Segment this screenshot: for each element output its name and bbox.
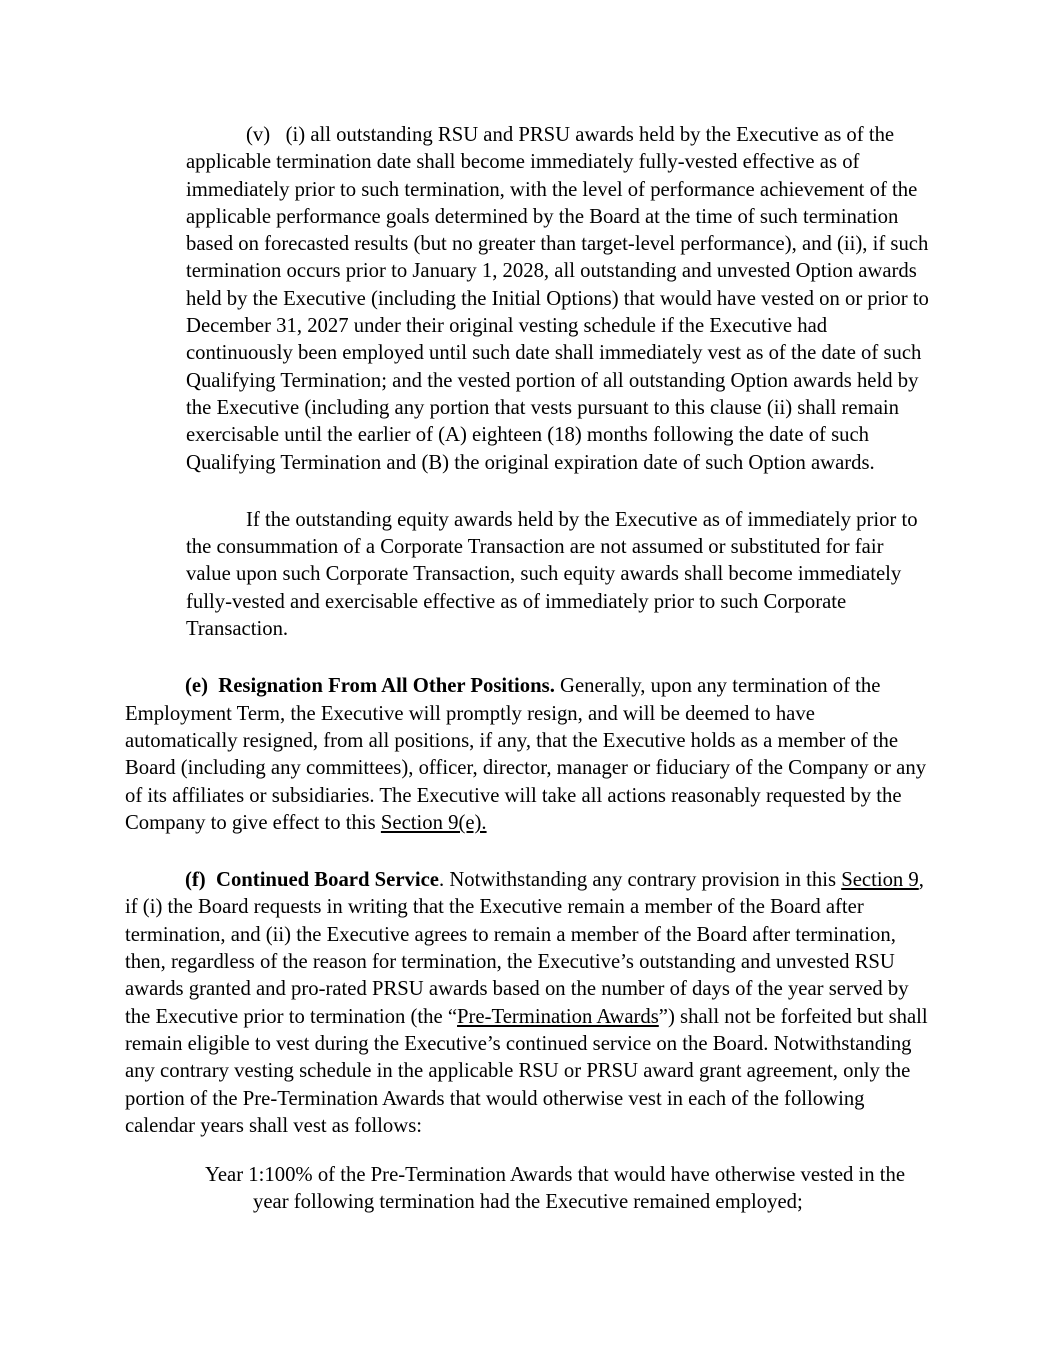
text-run: . Notwithstanding any contrary provision in this (438, 869, 842, 892)
text-run: Section 9 (841, 869, 919, 892)
paragraph-clause-v (186, 122, 930, 477)
text-run: Year 1:100% of the Pre-Termination Awards that would have otherwise vested in the year following termination had the Executive remained employed; (205, 1164, 906, 1214)
paragraph-year-1-item (205, 1162, 930, 1217)
paragraph-section-f-continued-board-service (125, 867, 930, 1140)
text-run: (f) Continued Board Service (185, 869, 439, 892)
paragraph-section-e-resignation (125, 673, 930, 837)
text-run: Pre-Termination Awards (457, 1005, 659, 1028)
text-run: Section 9(e). (380, 811, 487, 834)
text-run: , if (i) the Board requests in writing that the Executive remain a member of the Board after termination, and (ii) the Executive agrees to remain a member of the Board after termination, then, regardless of the reason for termination, the Executive’s outstanding and unvested RSU awards granted and pro-rated PRSU awards based on the number of days of the year served by the Executive prior to termination (the “ (125, 869, 924, 1028)
paragraph-corporate-transaction (186, 507, 930, 643)
text-run: (v) (i) all outstanding RSU and PRSU awards held by the Executive as of the applicable termination date shall become immediately fully-vested effective as of immediately prior to such termination, with the level of performance achievement of the applicable performance goals determined by the Board at the time of such termination based on forecasted results (but no greater than target-level performance), and (ii), if such termination occurs prior to January 1, 2028, all outstanding and unvested Option awards held by the Executive (including the Initial Options) that would have vested on or prior to December 31, 2027 under their original vesting schedule if the Executive had continuously been employed until such date shall immediately vest as of the date of such Qualifying Termination; and the vested portion of all outstanding Option awards held by the Executive (including any portion that vests pursuant to this clause (ii) shall remain exercisable until the earlier of (A) eighteen (18) months following the date of such Qualifying Termination and (B) the original expiration date of such Option awards. (186, 124, 929, 474)
text-run: Generally, upon any termination of the Employment Term, the Executive will promptly resign, and will be deemed to have automatically resigned, from all positions, if any, that the Executive holds as a member of the Board (including any committees), officer, director, manager or fiduciary of the Company or any of its affiliates or subsidiaries. The Executive will take all actions reasonably requested by the Company to give effect to this (125, 675, 927, 834)
text-run: If the outstanding equity awards held by the Executive as of immediately prior to the consummation of a Corporate Transaction are not assumed or substituted for fair value upon such Corporate Transaction, such equity awards shall become immediately fully-vested and exercisable effective as of immediately prior to such Corporate Transaction. (186, 508, 918, 641)
text-run: ”) shall not be forfeited but shall remain eligible to vest during the Executive’s continued service on the Board. Notwithstanding any contrary vesting schedule in the applicable RSU or PRSU award grant agreement, only the portion of the Pre-Termination Awards that would otherwise vest in each of the following calendar years shall vest as follows: (125, 1005, 928, 1137)
text-run: (e) Resignation From All Other Positions. (185, 675, 555, 698)
